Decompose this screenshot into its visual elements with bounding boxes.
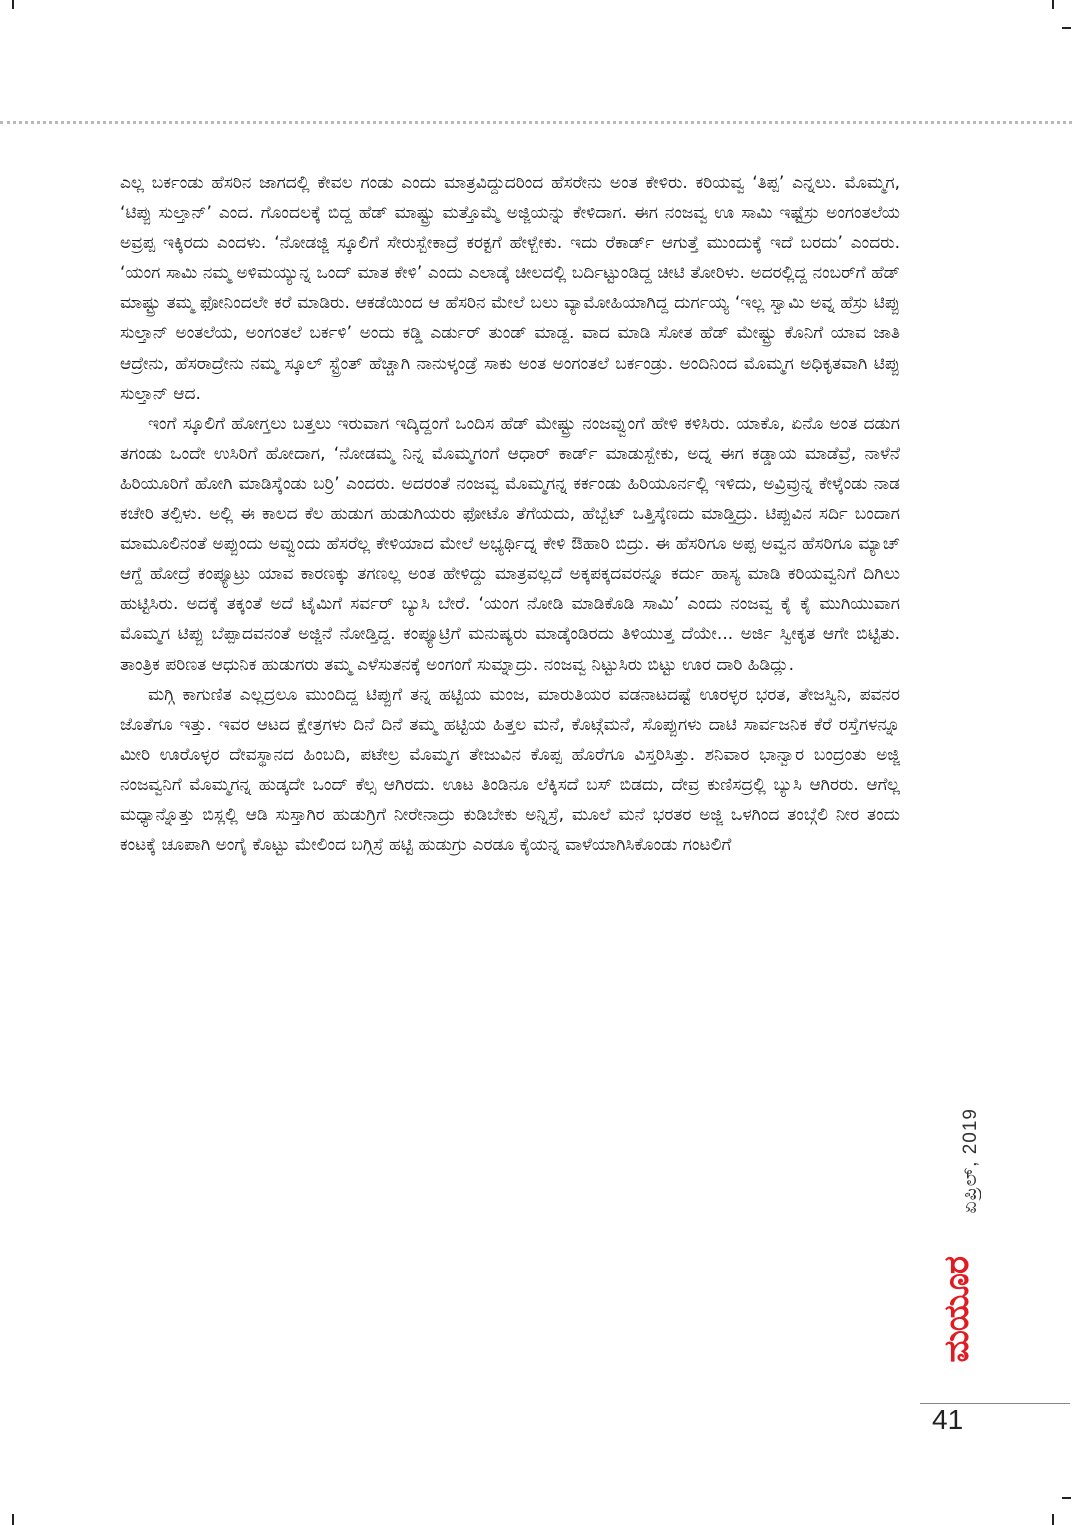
page-number: 41: [932, 1404, 964, 1435]
logo-text: ಮಯೂರ: [937, 1257, 977, 1363]
magazine-logo: [936, 1240, 978, 1380]
paragraph: ಮಗ್ಗಿ ಕಾಗುಣಿತ ಎಲ್ಲದ್ರಲೂ ಮುಂದಿದ್ದ ಟಿಪ್ಪುಗೆ ತನ್ನ ಹಟ್ಟಿಯ ಮಂಜ, ಮಾರುತಿಯರ ವಡನಾಟದಷ್ಟೆ ಊರಳ್ಳರ ಭರತ, ತೇಜಸ್ವಿನಿ, ಪವನರ ಜೊತೆಗೂ ಇತ್ತು. ಇವರ ಆಟದ ಕ್ಷೇತ್ರಗಳು ದಿನೆ ದಿನೆ ತಮ್ಮ ಹಟ್ಟಿಯ ಹಿತ್ತಲ ಮನೆ, ಕೊಟ್ಗೆಮನೆ, ಸೊಪ್ಪುಗಳು ದಾಟಿ ಸಾರ್ವಜನಿಕ ಕೆರೆ ರಸ್ತೆಗಳನ್ನೂ ಮೀರಿ ಊರೊಳ್ಳರ ದೇವಸ್ಥಾನದ ಹಿಂಬದಿ, ಪಟೇಲ್ರ ಮೊಮ್ಮಗ ತೇಜುವಿನ ಕೊಪ್ಪ ಹೊರೆಗೂ ವಿಸ್ತರಿಸಿತ್ತು. ಶನಿವಾರ ಭಾನ್ವಾರ ಬಂದ್ರಂತು ಅಜ್ಜಿ ನಂಜವ್ವನಿಗೆ ಮೊಮ್ಮಗನ್ನ ಹುಡ್ಕದೇ ಒಂದ್ ಕೆಲ್ಸ ಆಗಿರದು. ಊಟ ತಿಂಡಿನೂ ಲೆಕ್ಕಿಸದೆ ಬಸ್ ಬಿಡದು, ದೇವ್ರ ಕುಣಿಸದ್ರಲ್ಲಿ ಬ್ಯುಸಿ ಆಗಿರರು. ಆಗೆಲ್ಲ ಮಧ್ಯಾನ್ನೊತ್ತು ಬಿಸ್ಲಲ್ಲಿ ಆಡಿ ಸುಸ್ತಾಗಿರ ಹುಡುಗ್ರಿಗೆ ನೀರೇನಾದ್ರು ಕುಡಿಬೇಕು ಅನ್ನಿಸ್ರೆ, ಮೂಲೆ ಮನೆ ಭರತರ ಅಜ್ಜಿ ಒಳಗಿಂದ ತಂಬ್ಗೆಲಿ ನೀರ ತಂದು ಕಂಟಕ್ಕೆ ಚೂಪಾಗಿ ಅಂಗೈ ಕೊಟ್ಟು ಮೇಲಿಂದ ಬಗ್ಗಿಸ್ರೆ ಹಟ್ಟಿ ಹುಡುಗ್ರು ಎರಡೂ ಕೈಯನ್ನ ವಾಳೆಯಾಗಿಸಿಕೊಂಡು ಗಂಟಲಿಗೆ: [120, 684, 900, 856]
crop-mark-right-lower: [1062, 1497, 1071, 1499]
article-body: [120, 168, 900, 860]
header-dotted-rule: [0, 121, 1072, 124]
paragraph: ಎಲ್ಲ ಬರ್ಕಂಡು ಹೆಸರಿನ ಜಾಗದಲ್ಲಿ ಕೇವಲ ಗಂಡು ಎಂದು ಮಾತ್ರವಿದ್ದುದರಿಂದ ಹೆಸರೇನು ಅಂತ ಕೇಳಿರು. ಕರಿಯವ್ವ ‘ತಿಪ್ಪ’ ಎನ್ನಲು. ಮೊಮ್ಮಗ, ‘ಟಿಪ್ಪು ಸುಲ್ತಾನ್’ ಎಂದ. ಗೊಂದಲಕ್ಕೆ ಬಿದ್ದ ಹೆಡ್ ಮಾಷ್ಟ್ರು ಮತ್ತೊಮ್ಮೆ ಅಜ್ಜಿಯನ್ನು ಕೇಳಿದಾಗ. ಈಗ ನಂಜವ್ವ ಊ ಸಾಮಿ ಇಷ್ಟೆಸ್ರು ಅಂಗಂತಲೆಯ ಅವ್ರಪ್ಪ ಇಕ್ಕಿರದು ಎಂದಳು. ‘ನೋಡಜ್ಜಿ ಸ್ಕೂಲಿಗೆ ಸೇರುಸ್ಬೇಕಾದ್ರೆ ಕರಕ್ಟಗೆ ಹೇಳ್ಬೇಕು. ಇದು ರೆಕಾರ್ಡ್ ಆಗುತ್ತೆ ಮುಂದುಕ್ಕೆ ಇದೆ ಬರದು’ ಎಂದರು. ‘ಯಂಗ ಸಾಮಿ ನಮ್ಮ ಅಳಿಮಯ್ಯುನ್ನ ಒಂದ್ ಮಾತ ಕೇಳಿ’ ಎಂದು ಎಲಾಡ್ಕೆ ಚೀಲದಲ್ಲಿ ಬರ್ದಿಟ್ಟುಂಡಿದ್ದ ಚೀಟಿ ತೋರಿಳು. ಅದರಲ್ಲಿದ್ದ ನಂಬರ್‌ಗೆ ಹೆಡ್ ಮಾಷ್ಟ್ರು ತಮ್ಮ ಫೋನಿಂದಲೇ ಕರೆ ಮಾಡಿರು. ಆಕಡೆಯಿಂದ ಆ ಹೆಸರಿನ ಮೇಲೆ ಬಲು ವ್ಯಾಮೋಹಿಯಾಗಿದ್ದ ದುರ್ಗಯ್ಯ ‘ಇಲ್ಲ ಸ್ವಾಮಿ ಅವ್ನ ಹೆಸ್ರು ಟಿಪ್ಪು ಸುಲ್ತಾನ್ ಅಂತಲೆಯ, ಅಂಗಂತಲೆ ಬರ್ಕಳಿ’ ಅಂದು ಕಡ್ಡಿ ಎರ್ಡುರ್ ತುಂಡ್ ಮಾಡ್ದ. ವಾದ ಮಾಡಿ ಸೋತ ಹೆಡ್ ಮೇಷ್ಟ್ರು ಕೊನಿಗೆ ಯಾವ ಜಾತಿ ಆದ್ರೇನು, ಹೆಸರಾದ್ರೇನು ನಮ್ಮ ಸ್ಕೂಲ್ ಸ್ಟ್ರೆಂತ್ ಹೆಚ್ಚಾಗಿ ನಾನುಳ್ಕಂಡ್ರೆ ಸಾಕು ಅಂತ ಅಂಗಂತಲೆ ಬರ್ಕಂಡ್ರು. ಅಂದಿನಿಂದ ಮೊಮ್ಮಗ ಅಧಿಕೃತವಾಗಿ ಟಿಪ್ಪು ಸುಲ್ತಾನ್ ಆದ.: [120, 173, 900, 404]
crop-mark-right-upper: [1062, 27, 1071, 29]
crop-mark-top-left: [12, 0, 14, 9]
crop-mark-top-right: [1052, 0, 1054, 9]
crop-mark-bottom-left: [12, 1514, 14, 1525]
issue-date: ಏಪ್ರಿಲ್, 2019: [960, 1108, 981, 1214]
paragraph: ಇಂಗೆ ಸ್ಕೂಲಿಗೆ ಹೋಗ್ತಲು ಬತ್ತಲು ಇರುವಾಗ ಇದ್ಕಿದ್ದಂಗೆ ಒಂದಿಸ ಹೆಡ್ ಮೇಷ್ಟ್ರು ನಂಜವ್ವುಂಗೆ ಹೇಳಿ ಕಳಿಸಿರು. ಯಾಕೊ, ಏನೊ ಅಂತ ದಡುಗ ತಗಂಡು ಒಂದೇ ಉಸಿರಿಗೆ ಹೋದಾಗ, ‘ನೋಡಮ್ಮ ನಿನ್ನ ಮೊಮ್ಮಗಂಗೆ ಆಧಾರ್ ಕಾರ್ಡ್ ಮಾಡುಸ್ಬೇಕು, ಅದ್ನ ಈಗ ಕಡ್ಡಾಯ ಮಾಡೆವ್ರೆ, ನಾಳೆನೆ ಹಿರಿಯೂರಿಗೆ ಹೋಗಿ ಮಾಡಿಸ್ಕೆಂಡು ಬರ್ರಿ’ ಎಂದರು. ಅದರಂತೆ ನಂಜವ್ವ ಮೊಮ್ಮಗನ್ನ ಕರ್ಕಂಡು ಹಿರಿಯೂರ್ನಲ್ಲಿ ಇಳಿದು, ಅವ್ರಿವ್ರುನ್ನ ಕೇಳ್ಕೆಂಡು ನಾಡ ಕಚೇರಿ ತಲ್ಪಿಳು. ಅಲ್ಲಿ ಈ ಕಾಲದ ಕೆಲ ಹುಡುಗ ಹುಡುಗಿಯರು ಫೋಟೊ ತೆಗೆಯದು, ಹೆಬ್ಬೆಟ್ ಒತ್ತಿಸ್ಕೆಣದು ಮಾಡ್ತಿದ್ರು. ಟಿಪ್ಪುವಿನ ಸರ್ದಿ ಬಂದಾಗ ಮಾಮೂಲಿನಂತೆ ಅಪ್ಪುಂದು ಅವ್ವುಂದು ಹೆಸರೆಲ್ಲ ಕೇಳಿಯಾದ ಮೇಲೆ ಅಭ್ಯರ್ಥಿದ್ನ ಕೇಳಿ ಔಹಾರಿ ಬಿದ್ರು. ಈ ಹೆಸರಿಗೂ ಅಪ್ಪ ಅವ್ವನ ಹೆಸರಿಗೂ ಮ್ಯಾಚ್ ಆಗ್ದೆ ಹೋದ್ರೆ ಕಂಪ್ಯೂಟ್ರು ಯಾವ ಕಾರಣಕ್ಕು ತಗಣಲ್ಲ ಅಂತ ಹೇಳಿದ್ದು ಮಾತ್ರವಲ್ಲದೆ ಅಕ್ಕಪಕ್ಕದವರನ್ನೂ ಕರ್ದು ಹಾಸ್ಯ ಮಾಡಿ ಕರಿಯವ್ವನಿಗೆ ದಿಗಿಲು ಹುಟ್ಟಿಸಿರು. ಅದಕ್ಕೆ ತಕ್ಕಂತೆ ಅದೆ ಟೈಮಿಗೆ ಸರ್ವರ್ ಬ್ಯುಸಿ ಬೇರೆ. ‘ಯಂಗ ನೋಡಿ ಮಾಡಿಕೊಡಿ ಸಾಮಿ’ ಎಂದು ನಂಜವ್ವ ಕೈ ಕೈ ಮುಗಿಯುವಾಗ ಮೊಮ್ಮಗ ಟಿಪ್ಪು ಬೆಪ್ಪಾದವನಂತೆ ಅಜ್ಜಿನೆ ನೋಡ್ತಿದ್ದ. ಕಂಪ್ಯೂಟ್ರಿಗೆ ಮನುಷ್ಯರು ಮಾಡ್ಕೆಂಡಿರದು ತಿಳಿಯುತ್ತ ದೆಯೇ... ಅರ್ಜಿ ಸ್ವೀಕೃತ ಆಗೇ ಬಿಟ್ಟಿತು. ತಾಂತ್ರಿಕ ಪರಿಣತ ಆಧುನಿಕ ಹುಡುಗರು ತಮ್ಮ ಎಳೆಸುತನಕ್ಕೆ ಅಂಗಂಗೆ ಸುಮ್ನಾದ್ರು. ನಂಜವ್ವ ನಿಟ್ಟುಸಿರು ಬಿಟ್ಟು ಊರ ದಾರಿ ಹಿಡಿದ್ಲು.: [120, 413, 900, 675]
crop-mark-bottom-right: [1052, 1514, 1054, 1525]
